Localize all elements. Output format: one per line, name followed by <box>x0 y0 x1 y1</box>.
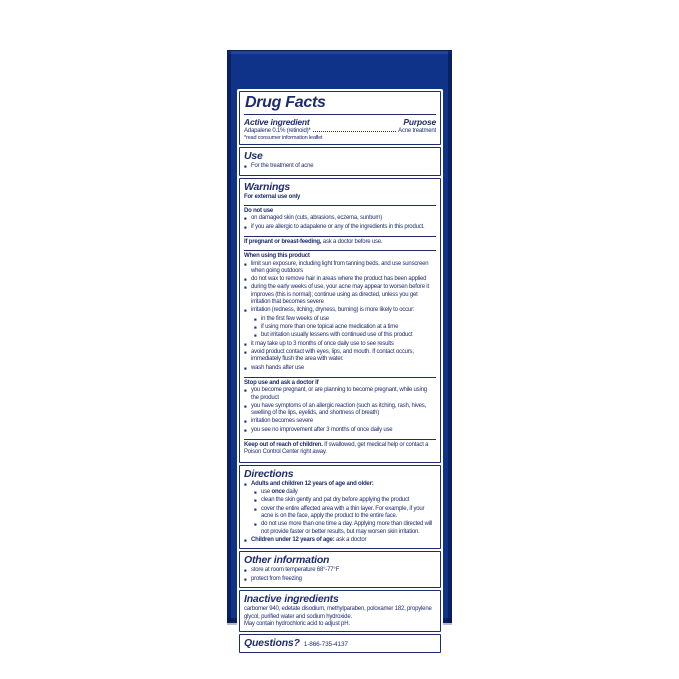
stop-use-item: ■ you become pregnant, or are planning to become pregnant, while using the product <box>244 387 436 402</box>
external-use-note: For external use only <box>244 193 301 200</box>
drug-facts-title: Drug Facts <box>244 94 436 115</box>
stop-use-list <box>244 387 436 434</box>
when-using-item: ■ irritation (redness, itching, dryness, burning) is more likely to occur: <box>244 307 436 314</box>
stop-use-heading: Stop use and ask a doctor if <box>244 379 319 386</box>
directions-list <box>244 481 436 545</box>
warnings-intro <box>244 181 436 203</box>
keep-out-segment <box>244 439 436 459</box>
when-using-sub-item: ■ but irritation usually lessens with continued use of this product <box>254 332 436 339</box>
do-not-use-item: ■ on damaged skin (cuts, abrasions, eczema, sunburn) <box>244 215 436 222</box>
when-using-item: ■ limit sun exposure, including light from tanning beds, and use sunscreen when going outdoors <box>244 261 436 276</box>
stop-use-item: ■ irritation becomes severe <box>244 418 436 425</box>
use-heading: Use <box>244 150 263 163</box>
keep-out-rest: If swallowed, get medical help or contact a Poison Control Center right away. <box>244 442 429 456</box>
other-information-heading: Other information <box>244 554 330 567</box>
section-title-active-ingredient <box>239 91 441 145</box>
section-use <box>239 147 441 175</box>
directions-step: ■ cover the entire affected area with a thin layer. For example, if your acne is on the face, apply the product to the entire face. <box>254 506 436 521</box>
directions-step: ■ clean the skin gently and pat dry before applying the product <box>254 497 436 504</box>
section-directions <box>239 465 441 550</box>
other-information-item: ■ store at room temperature 68°-77°F <box>244 567 436 574</box>
directions-step <box>254 489 436 496</box>
pregnant-segment <box>244 236 436 248</box>
inactive-ingredients-heading: Inactive ingredients <box>244 592 339 605</box>
section-inactive-ingredients <box>239 590 441 632</box>
drug-facts-panel <box>237 89 443 655</box>
active-ingredient-row <box>244 128 436 134</box>
do-not-use-list <box>244 215 436 231</box>
directions-heading: Directions <box>244 467 294 480</box>
product-carton-back <box>227 50 452 650</box>
active-ingredient-heading: Active ingredient <box>244 117 310 127</box>
section-warnings <box>239 178 441 463</box>
do-not-use-heading: Do not use <box>244 207 273 214</box>
when-using-item: ■ avoid product contact with eyes, lips, and mouth. If contact occurs, immediately flush the area with water. <box>244 349 436 364</box>
questions-heading: Questions? <box>244 637 300 650</box>
when-using-segment <box>244 250 436 375</box>
when-using-item: ■ it may take up to 3 months of once daily use to see results <box>244 341 436 348</box>
when-using-item: ■ during the early weeks of use, your acne may appear to worsen before it improves (this is normal); continue using as directed, unless you get irritation that becomes severe <box>244 284 436 306</box>
step-once-post: daily <box>284 489 298 495</box>
keep-out-note <box>244 442 436 457</box>
pregnant-note-rest: ask a doctor before use. <box>321 238 383 245</box>
directions-children-item <box>244 537 436 544</box>
when-using-item: ■ wash hands after use <box>244 365 436 372</box>
step-once-pre: use <box>261 489 272 495</box>
purpose-heading: Purpose <box>403 117 436 127</box>
do-not-use-segment <box>244 205 436 234</box>
dotted-leader <box>313 131 397 132</box>
purpose-value: Acne treatment <box>398 128 436 134</box>
adults-heading: Adults and children 12 years of age and older: <box>251 480 374 487</box>
keep-out-bold: Keep out of reach of children. <box>244 442 323 449</box>
active-ingredient-header-row <box>244 117 436 127</box>
pregnant-note <box>244 239 436 246</box>
when-using-item: ■ do not wax to remove hair in areas where the product has been applied <box>244 276 436 283</box>
questions-row <box>244 637 436 649</box>
questions-phone-number: 1-866-735-4137 <box>303 641 348 649</box>
inactive-ingredients-text: carbomer 940, edetate disodium, methylparaben, poloxamer 182, propylene glycol, purified water and sodium hydroxide. <box>244 606 432 620</box>
stop-use-segment <box>244 377 436 437</box>
stop-use-item: ■ you have symptoms of an allergic reaction (such as itching, rash, hives, swelling of the lips, eyelids, and shortness of breath) <box>244 403 436 418</box>
use-item: ■ For the treatment of acne <box>244 163 436 170</box>
when-using-list <box>244 261 436 372</box>
stop-use-item: ■ you see no improvement after 3 months of once daily use <box>244 427 436 434</box>
do-not-use-item: ■ if you are allergic to adapalene or any of the ingredients in this product. <box>244 224 436 231</box>
when-using-sub-item: ■ in the first few weeks of use <box>254 316 436 323</box>
leaflet-footnote: *read consumer information leaflet <box>244 134 323 141</box>
directions-adults-item <box>244 481 436 488</box>
section-questions <box>239 634 441 653</box>
children-heading: Children under 12 years of age: <box>251 536 335 543</box>
section-other-information <box>239 551 441 588</box>
other-information-list <box>244 567 436 583</box>
other-information-item: ■ protect from freezing <box>244 576 436 583</box>
directions-step: ■ do not use more than one time a day. Applying more than directed will not provide faster or better results, but may worsen skin irritation. <box>254 521 436 536</box>
children-rest: ask a doctor <box>334 536 367 543</box>
use-list <box>244 163 436 170</box>
step-once-bold: once <box>271 489 285 495</box>
pregnant-note-bold: If pregnant or breast-feeding, <box>244 238 322 245</box>
warnings-heading: Warnings <box>244 180 291 193</box>
when-using-heading: When using this product <box>244 253 310 260</box>
inactive-ingredients-note: May contain hydrochloric acid to adjust pH. <box>244 620 350 627</box>
when-using-sub-item: ■ if using more than one topical acne medication at a time <box>254 324 436 331</box>
ingredient-name: Adapalene 0.1% (retinoid)* <box>244 128 311 134</box>
